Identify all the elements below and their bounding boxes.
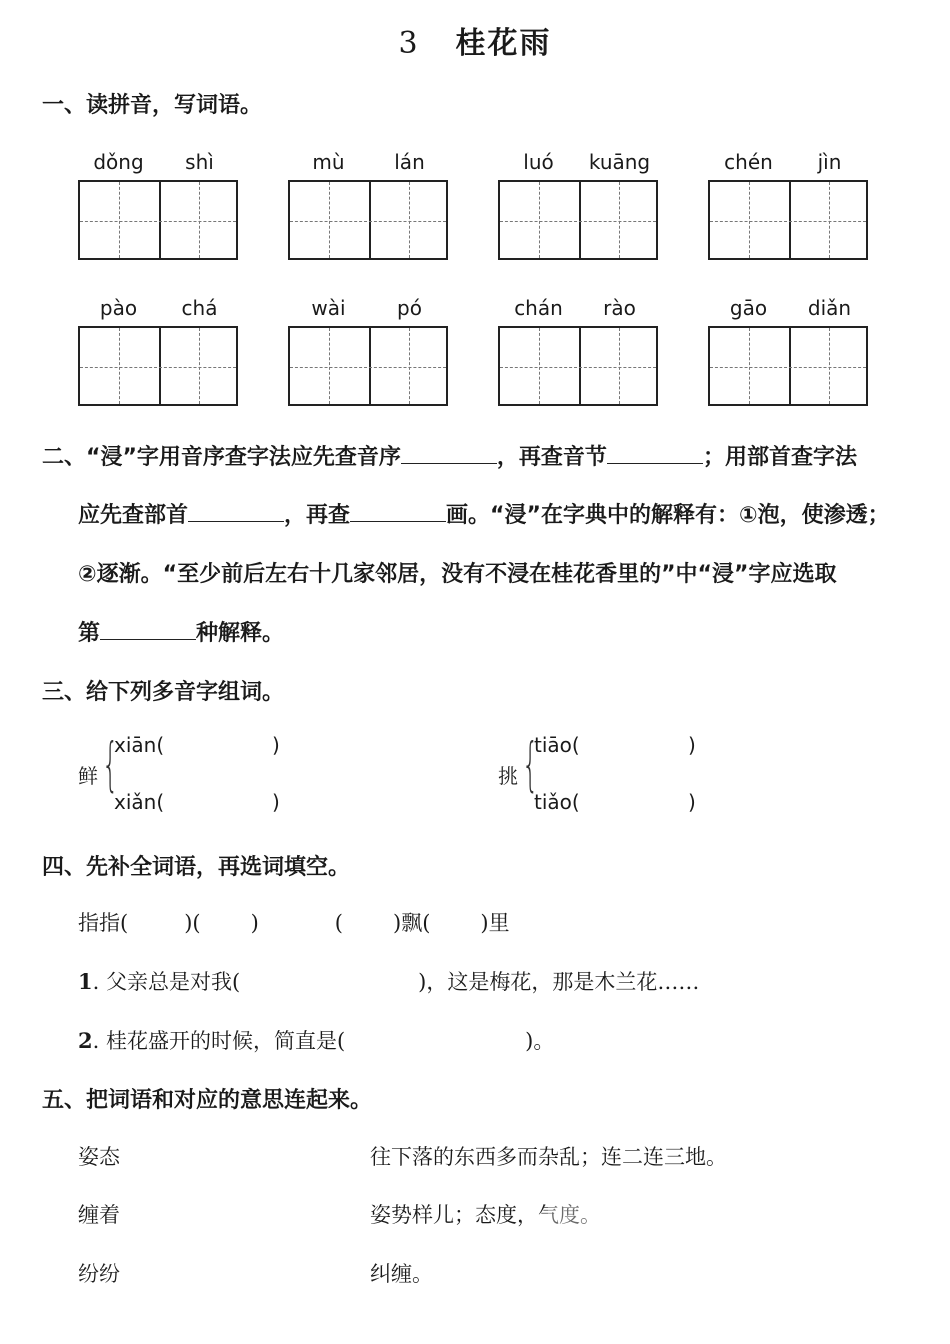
- paren-close: ): [688, 733, 696, 757]
- pinyin-label: chán: [514, 296, 563, 320]
- section-2-line-3: ②逐渐。“至少前后左右十几家邻居，没有不浸在桂花香里的”中“浸”字应选取: [78, 562, 837, 587]
- scan-smudge: [425, 1296, 545, 1336]
- pinyin-label: jìn: [817, 150, 842, 174]
- match-word[interactable]: 缠着: [78, 1203, 120, 1227]
- pinyin-label: lán: [394, 150, 425, 174]
- q2-text: 种解释。: [196, 621, 285, 646]
- sentence-number: 2: [78, 1028, 93, 1053]
- sentence-text: )。: [525, 1029, 555, 1053]
- brace-icon: {: [102, 730, 119, 798]
- writing-box[interactable]: [708, 180, 868, 260]
- match-word[interactable]: 姿态: [78, 1145, 120, 1169]
- match-meaning[interactable]: 纠缠。: [370, 1262, 433, 1286]
- q2-text: ，再查: [284, 503, 351, 528]
- word-text: (: [334, 911, 343, 935]
- pinyin-label: wài: [311, 296, 346, 320]
- sentence-1: [78, 966, 699, 996]
- q2-text: ，再查音节: [496, 445, 607, 470]
- polyphone-reading: tiāo(: [534, 733, 580, 757]
- sentence-text: . 桂花盛开的时候，简直是(: [92, 1029, 346, 1053]
- answer-blank[interactable]: [401, 441, 497, 464]
- section-2-line-1: [42, 440, 857, 471]
- word-text: )飘(: [393, 911, 431, 935]
- pinyin-label: luó: [523, 150, 554, 174]
- match-word[interactable]: 纷纷: [78, 1262, 120, 1286]
- q2-text: 二、“浸”字用音序查字法应先查音序: [42, 445, 401, 470]
- answer-blank[interactable]: [100, 617, 196, 640]
- q2-text: 第: [78, 621, 101, 646]
- pinyin-label: dǒng: [93, 150, 144, 174]
- word-text: )(: [184, 911, 201, 935]
- pinyin-label: mù: [312, 150, 345, 174]
- polyphone-reading: xiān(: [114, 733, 165, 757]
- word-text: ): [250, 911, 259, 935]
- pinyin-label: diǎn: [807, 296, 852, 320]
- match-meaning[interactable]: 往下落的东西多而杂乱；连二连三地。: [370, 1145, 727, 1169]
- writing-box[interactable]: [498, 326, 658, 406]
- writing-box[interactable]: [78, 180, 238, 260]
- writing-box[interactable]: [288, 326, 448, 406]
- sentence-text: )，这是梅花，那是木兰花……: [418, 970, 700, 994]
- pinyin-label: shì: [185, 150, 214, 174]
- word-text: 指指(: [78, 911, 129, 935]
- sentence-text: . 父亲总是对我(: [92, 970, 241, 994]
- q2-text: 应先查部首: [78, 503, 189, 528]
- polyphone-reading: xiǎn(: [114, 790, 165, 814]
- section-1-heading: 一、读拼音，写词语。: [42, 93, 263, 118]
- pinyin-label: kuāng: [588, 150, 651, 174]
- polyphone-reading: tiǎo(: [534, 790, 580, 814]
- section-2-line-2: [78, 498, 890, 529]
- sentence-number: 1: [78, 969, 93, 994]
- section-2-line-4: [78, 616, 284, 647]
- writing-box[interactable]: [78, 326, 238, 406]
- pinyin-label: pó: [397, 296, 422, 320]
- section-4-heading: 四、先补全词语，再选词填空。: [42, 855, 351, 880]
- lesson-number: 3: [398, 26, 420, 61]
- writing-box[interactable]: [708, 326, 868, 406]
- writing-box[interactable]: [498, 180, 658, 260]
- section-5-heading: 五、把词语和对应的意思连起来。: [42, 1088, 373, 1113]
- page-title: [0, 18, 950, 62]
- pinyin-label: chén: [724, 150, 773, 174]
- pinyin-label: pào: [99, 296, 138, 320]
- pinyin-label: gāo: [729, 296, 768, 320]
- answer-blank[interactable]: [607, 441, 703, 464]
- section-3-heading: 三、给下列多音字组词。: [42, 680, 285, 705]
- pinyin-label: rào: [603, 296, 636, 320]
- q2-text: ；用部首查字法: [702, 445, 857, 470]
- answer-blank[interactable]: [188, 499, 284, 522]
- scan-smudge: [548, 1200, 708, 1260]
- writing-box[interactable]: [288, 180, 448, 260]
- pinyin-label: chá: [181, 296, 218, 320]
- paren-close: ): [272, 790, 280, 814]
- q2-text: 画。“浸”在字典中的解释有：①泡，使渗透；: [446, 503, 890, 528]
- lesson-title: 桂花雨: [455, 26, 552, 61]
- word-fill-line: [78, 907, 510, 937]
- match-meaning[interactable]: 姿势样儿；态度，气度。: [370, 1203, 601, 1227]
- brace-icon: {: [522, 730, 539, 798]
- answer-blank[interactable]: [350, 499, 446, 522]
- paren-close: ): [688, 790, 696, 814]
- sentence-2: [78, 1025, 554, 1055]
- polyphone-char: 挑: [498, 764, 518, 788]
- word-text: )里: [480, 911, 510, 935]
- polyphone-char: 鲜: [78, 764, 98, 788]
- paren-close: ): [272, 733, 280, 757]
